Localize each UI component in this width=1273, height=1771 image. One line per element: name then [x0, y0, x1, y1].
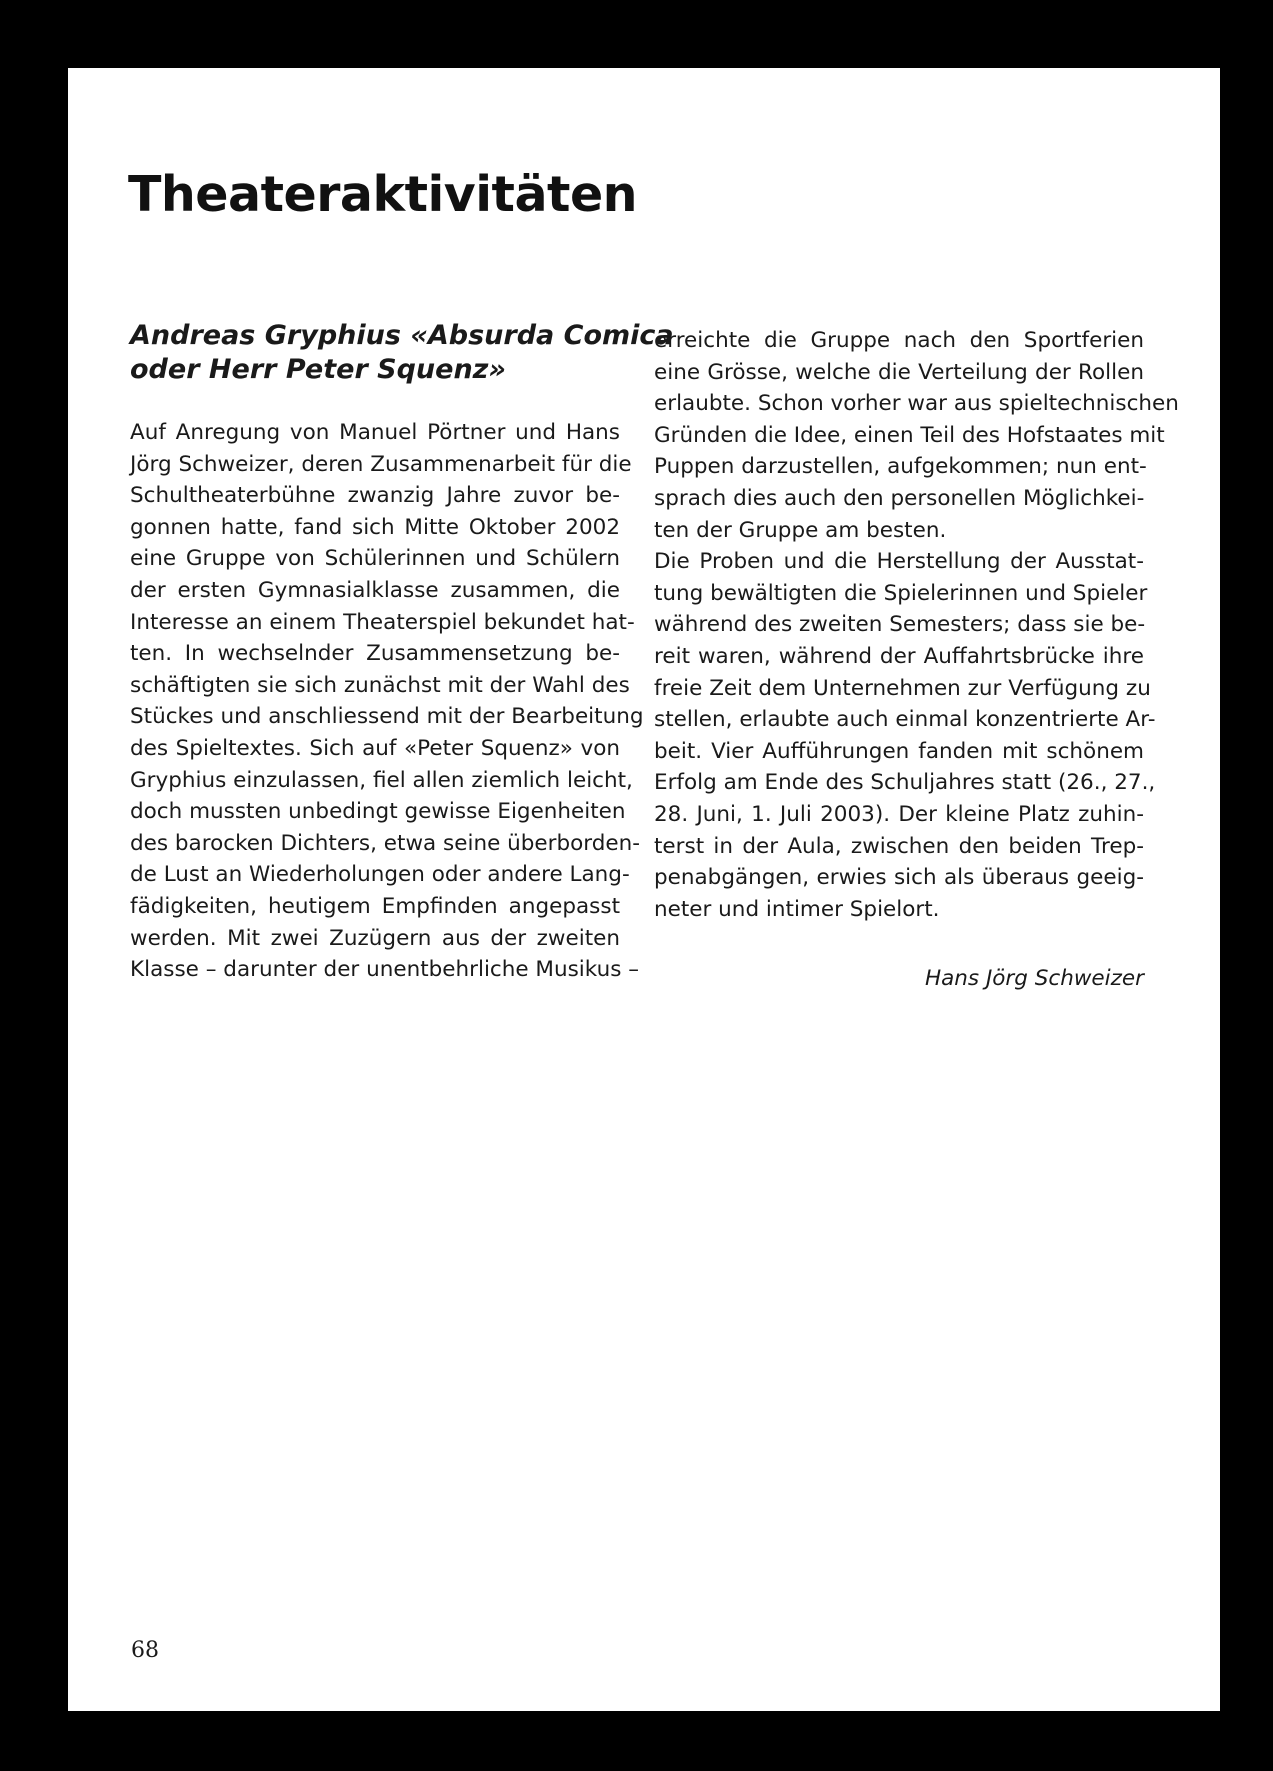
text-line: terst in der Aula, zwischen den beiden Trep- [654, 833, 1144, 859]
text-line: Jörg Schweizer, deren Zusammenarbeit für die [130, 451, 632, 477]
text-line: Auf Anregung von Manuel Pörtner und Hans [130, 420, 620, 445]
text-line: penabgängen, erwies sich als überaus geeig- [654, 865, 1144, 891]
text-line: stellen, erlaubte auch einmal konzentrierte Ar- [654, 707, 1156, 733]
text-line: Interesse an einem Theaterspiel bekundet hat- [130, 609, 635, 635]
text-line: fädigkeiten, heutigem Empfinden angepasst [130, 893, 620, 919]
text-line: 28. Juni, 1. Juli 2003). Der kleine Platz zuhin- [654, 801, 1144, 827]
text-line: während des zweiten Semesters; dass sie be- [654, 612, 1146, 638]
document-page [68, 68, 1220, 1711]
subtitle-line: Andreas Gryphius «Absurda Comica [130, 320, 674, 351]
text-line: ten der Gruppe am besten. [654, 517, 947, 543]
text-line: ten. In wechselnder Zusammensetzung be- [130, 641, 620, 667]
text-line: eine Gruppe von Schülerinnen und Schülern [130, 546, 620, 572]
text-line: Erfolg am Ende des Schuljahres statt (26., 27., [654, 770, 1156, 796]
text-line: reit waren, während der Auffahrtsbrücke ihre [654, 643, 1144, 669]
text-line: Puppen darzustellen, aufgekommen; nun ent- [654, 454, 1147, 480]
subtitle-line: oder Herr Peter Squenz» [130, 354, 506, 385]
text-line: Klasse – darunter der unentbehrliche Musikus – [130, 957, 639, 983]
text-line: neter und intimer Spielort. [654, 896, 940, 922]
left-column [130, 319, 674, 986]
text-line: tung bewältigten die Spielerinnen und Spieler [654, 580, 1148, 606]
text-line: Schultheaterbühne zwanzig Jahre zuvor be- [130, 483, 620, 509]
text-line: gonnen hatte, fand sich Mitte Oktober 2002 [130, 514, 620, 540]
text-line: Gründen die Idee, einen Teil des Hofstaates mit [654, 422, 1165, 448]
text-line: erlaubte. Schon vorher war aus spieltechnischen [654, 391, 1179, 417]
text-line: der ersten Gymnasialklasse zusammen, die [130, 577, 620, 603]
text-line: des Spieltextes. Sich auf «Peter Squenz» von [130, 735, 620, 761]
text-line: Stückes und anschliessend mit der Bearbeitung [130, 704, 644, 730]
text-line: werden. Mit zwei Zuzügern aus der zweiten [130, 925, 620, 951]
text-line: eine Grösse, welche die Verteilung der Rollen [654, 359, 1144, 385]
text-line: des barocken Dichters, etwa seine überborden- [130, 830, 640, 856]
text-line: Die Proben und die Herstellung der Ausstat- [654, 549, 1144, 575]
text-line: freie Zeit dem Unternehmen zur Verfügung zu [654, 675, 1151, 701]
text-line: de Lust an Wiederholungen oder andere Lang- [130, 862, 630, 888]
text-line: beit. Vier Aufführungen fanden mit schönem [654, 738, 1144, 764]
page-number: 68 [131, 1638, 159, 1663]
text-line: sprach dies auch den personellen Möglichkei- [654, 485, 1145, 511]
article-subtitle [130, 319, 674, 387]
text-line: doch mussten unbedingt gewisse Eigenheiten [130, 799, 626, 825]
text-line: Gryphius einzulassen, fiel allen ziemlich leicht, [130, 767, 633, 793]
author-signature: Hans Jörg Schweizer [924, 966, 1144, 991]
right-column [654, 325, 1179, 925]
text-line: schäftigten sie sich zunächst mit der Wahl des [130, 672, 630, 698]
left-paragraph [130, 417, 644, 986]
page-title: Theateraktivitäten [128, 166, 638, 223]
text-line: erreichte die Gruppe nach den Sportferien [654, 328, 1144, 353]
